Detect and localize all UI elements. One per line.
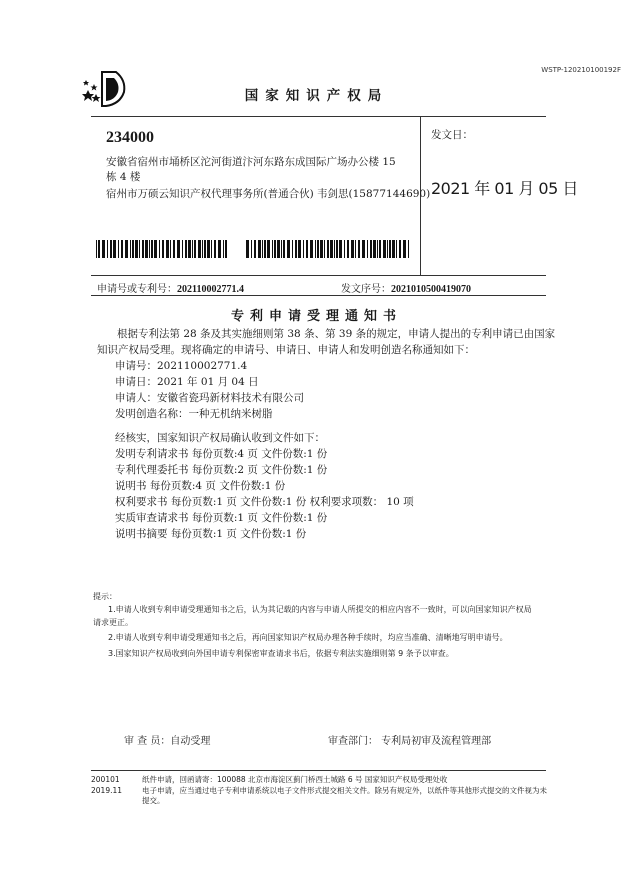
examiner: 审 查 员：自动受理 — [124, 736, 211, 747]
barcode-bar — [392, 240, 395, 258]
barcode-bar — [202, 240, 203, 258]
barcode-bar — [188, 240, 191, 258]
barcode-bar — [118, 240, 119, 258]
footer-version: 2019.11 — [91, 786, 123, 795]
divider — [91, 116, 546, 117]
barcode-bar — [225, 240, 227, 258]
received-intro: 经核实，国家知识产权局确认收到文件如下： — [115, 432, 325, 444]
barcode-bar — [251, 240, 252, 258]
barcode-bar — [310, 240, 313, 258]
barcode-bar — [281, 240, 282, 258]
barcode-bar — [113, 240, 116, 258]
barcode-bar — [355, 240, 356, 258]
barcode — [246, 240, 410, 258]
barcode-bar — [351, 240, 354, 258]
barcode-bar — [173, 240, 175, 258]
application-number-label: 申请号或专利号： — [97, 284, 177, 295]
barcode-bar — [399, 240, 401, 258]
barcode-bar — [330, 240, 333, 258]
barcode-bar — [274, 240, 276, 258]
barcode-bar — [347, 240, 349, 258]
tips-label: 提示： — [93, 592, 117, 601]
barcode-bar — [267, 240, 270, 258]
barcode-bar — [358, 240, 360, 258]
barcode-bar — [142, 240, 144, 258]
barcode-bar — [198, 240, 201, 258]
intro-paragraph: 根据专利法第 28 条及其实施细则第 38 条、第 39 条的规定，申请人提出的专利申请已由国家知识产权局受理。现将确定的申请号、申请日、申请人和发明创造名称通知如下： — [97, 328, 556, 356]
barcode-bar — [403, 240, 406, 258]
send-date-label: 发文日： — [431, 129, 473, 141]
barcode-bar — [204, 240, 206, 258]
footer-code: 200101 — [91, 775, 120, 784]
barcode-bar — [377, 240, 378, 258]
file-item: 权利要求书 每份页数:1 页 文件份数:1 份 权利要求项数： 10 项 — [115, 496, 414, 508]
barcode-bar — [182, 240, 183, 258]
file-item: 专利代理委托书 每份页数:2 页 文件份数:1 份 — [115, 464, 328, 476]
footer-mail-note: 纸件申请，回函请寄：100088 北京市海淀区蓟门桥西土城路 6 号 国家知识产权局受理处收 — [142, 775, 448, 784]
barcode-bar — [258, 240, 261, 258]
barcode-bar — [246, 240, 249, 258]
barcode-bar — [336, 240, 338, 258]
send-date: 2021 年 01 月 05 日 — [431, 179, 578, 198]
barcode-bar — [264, 240, 266, 258]
barcode-bar — [303, 240, 304, 258]
barcode-bar — [306, 240, 308, 258]
barcode-bar — [334, 240, 335, 258]
sequence-number-label: 发文序号： — [341, 284, 391, 295]
sequence-number-row — [341, 280, 471, 295]
barcode-bar — [320, 240, 323, 258]
recipient-address: 安徽省宿州市埇桥区沱河街道汴河东路东成国际广场办公楼 15 栋 4 楼 — [106, 156, 396, 183]
postcode: 234000 — [106, 129, 154, 146]
barcode-bar — [162, 240, 164, 258]
recipient-agent: 宿州市万硕云知识产权代理事务所(普通合伙) 韦剑思(15877144690) — [106, 188, 431, 200]
barcode-bar — [408, 240, 409, 258]
barcode-bar — [214, 240, 216, 258]
barcode-bar — [295, 240, 297, 258]
barcode-bar — [223, 240, 224, 258]
barcode-bar — [192, 240, 193, 258]
barcode-bar — [317, 240, 319, 258]
barcode-bar — [139, 240, 140, 258]
barcode-bar — [211, 240, 212, 258]
barcode-bar — [287, 240, 290, 258]
barcode-bar — [277, 240, 280, 258]
barcode-bar — [292, 240, 293, 258]
barcode-bar — [324, 240, 325, 258]
divider — [91, 770, 546, 771]
barcode-bar — [185, 240, 187, 258]
barcode-bar — [207, 240, 210, 258]
barcode-bar — [121, 240, 123, 258]
examination-department: 审查部门： 专利局初审及流程管理部 — [328, 736, 492, 747]
barcode-bar — [254, 240, 256, 258]
barcode-bar — [96, 240, 97, 258]
divider — [91, 275, 546, 276]
field-application-number: 申请号：202110002771.4 — [115, 360, 248, 372]
barcode-bar — [125, 240, 128, 258]
barcode-bar — [145, 240, 148, 258]
file-item: 实质审查请求书 每份页数:1 页 文件份数:1 份 — [115, 512, 328, 524]
barcode-bar — [98, 240, 100, 258]
barcode-bar — [370, 240, 372, 258]
footer-electronic-note: 电子申请，应当通过电子专利申请系统以电子文件形式提交相关文件。除另有规定外，以纸件等其他形式提交的文件视为未提交。 — [142, 786, 547, 805]
file-item: 说明书 每份页数:4 页 文件份数:1 份 — [115, 480, 286, 492]
document-code: WSTP-120210100192F — [541, 66, 621, 74]
sequence-number: 2021010500419070 — [391, 284, 471, 295]
barcode-bar — [315, 240, 316, 258]
application-number-row — [97, 280, 244, 295]
file-item: 发明专利请求书 每份页数:4 页 文件份数:1 份 — [115, 448, 328, 460]
barcode-bar — [367, 240, 368, 258]
barcode-bar — [130, 240, 131, 258]
barcode-bar — [379, 240, 381, 258]
barcode-bar — [339, 240, 342, 258]
barcode-bar — [132, 240, 134, 258]
barcode-bar — [107, 240, 108, 258]
barcode-bar — [159, 240, 160, 258]
barcode-bar — [362, 240, 365, 258]
barcode-bar — [327, 240, 329, 258]
divider — [91, 295, 546, 296]
barcode-bar — [154, 240, 157, 258]
barcode-bar — [194, 240, 196, 258]
tip-item: 2.申请人收到专利申请受理通知书之后，再向国家知识产权局办理各种手续时，均应当准确、清晰地写明申请号。 — [108, 633, 508, 642]
barcode-bar — [262, 240, 263, 258]
barcode-bar — [110, 240, 112, 258]
office-title: 国家知识产权局 — [244, 88, 389, 104]
barcode-bar — [135, 240, 138, 258]
barcode-bar — [177, 240, 180, 258]
barcode-bar — [151, 240, 153, 258]
barcode-bar — [389, 240, 391, 258]
barcode-bar — [218, 240, 221, 258]
tip-item: 请求更正。 — [93, 618, 133, 627]
barcode-bar — [283, 240, 285, 258]
field-applicant: 申请人：安徽省瓷玛新材料技术有限公司 — [115, 392, 304, 404]
barcode-bar — [149, 240, 150, 258]
barcode-bar — [170, 240, 171, 258]
barcode-bar — [298, 240, 301, 258]
barcode-bar — [166, 240, 169, 258]
tip-item: 1.申请人收到专利申请受理通知书之后，认为其记载的内容与申请人所提交的相应内容不一致时，可以向国家知识产权局 — [108, 605, 532, 614]
barcode-bar — [373, 240, 376, 258]
field-invention-title: 发明创造名称：一种无机纳米树脂 — [115, 408, 273, 420]
field-filing-date: 申请日：2021 年 01 月 04 日 — [115, 376, 259, 388]
barcode-bar — [383, 240, 386, 258]
barcode-bar — [344, 240, 345, 258]
barcode-bar — [272, 240, 273, 258]
file-item: 说明书摘要 每份页数:1 页 文件份数:1 份 — [115, 528, 307, 540]
tip-item: 3.国家知识产权局收到向外国申请专利保密审查请求书后，依据专利法实施细则第 9 条予以审查。 — [108, 649, 454, 658]
application-number: 202110002771.4 — [177, 284, 244, 295]
barcode — [96, 240, 229, 258]
barcode-bar — [102, 240, 105, 258]
barcode-bar — [396, 240, 397, 258]
notice-title: 专利申请受理通知书 — [230, 309, 402, 324]
barcode-bar — [387, 240, 388, 258]
